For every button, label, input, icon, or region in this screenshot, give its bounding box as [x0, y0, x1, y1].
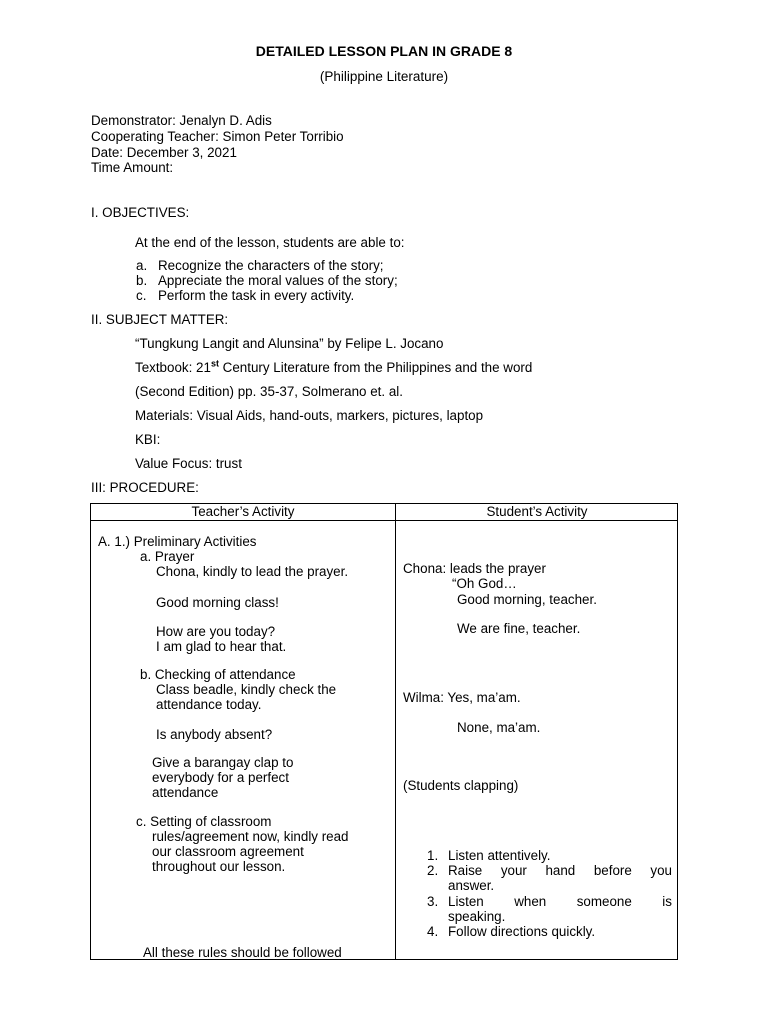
- rule-word: Raise: [448, 863, 483, 878]
- how-are-you: How are you today?: [156, 624, 276, 639]
- setting-label: c. Setting of classroom: [136, 814, 272, 829]
- kbi-line: KBI:: [135, 432, 161, 447]
- rule-word: before: [593, 863, 632, 878]
- glad-to-hear: I am glad to hear that.: [156, 639, 287, 654]
- document-title: DETAILED LESSON PLAN IN GRADE 8: [255, 43, 513, 59]
- chona-response: Chona: leads the prayer: [403, 561, 546, 576]
- fine-response: We are fine, teacher.: [457, 621, 581, 636]
- rule-marker: 2.: [427, 863, 439, 878]
- procedure-heading: III: PROCEDURE:: [91, 480, 199, 495]
- time-amount-line: Time Amount:: [91, 160, 174, 175]
- rule-item-continued: speaking.: [448, 909, 506, 924]
- rule-item-continued: answer.: [448, 878, 495, 893]
- objective-item: Perform the task in every activity.: [158, 288, 355, 303]
- objective-marker: b.: [136, 273, 148, 288]
- objectives-intro: At the end of the lesson, students are able to:: [135, 235, 405, 250]
- rule-word: is: [662, 894, 672, 909]
- rule-word: when: [514, 894, 547, 909]
- rule-marker: 1.: [427, 848, 439, 863]
- rule-marker: 4.: [427, 924, 439, 939]
- clapping-response: (Students clapping): [403, 778, 519, 793]
- edition-line: (Second Edition) pp. 35-37, Solmerano et. al.: [135, 384, 403, 399]
- clap-instruction: Give a barangay clap to: [152, 755, 294, 770]
- good-morning-response: Good morning, teacher.: [457, 592, 597, 607]
- objective-marker: a.: [136, 258, 148, 273]
- story-title: “Tungkung Langit and Alunsina” by Felipe L. Jocano: [135, 336, 444, 351]
- prayer-label: a. Prayer: [140, 549, 195, 564]
- wilma-response: Wilma: Yes, ma’am.: [403, 690, 521, 705]
- materials-line: Materials: Visual Aids, hand-outs, markers, pictures, laptop: [135, 408, 484, 423]
- rule-item: [448, 863, 672, 878]
- greeting: Good morning class!: [156, 595, 279, 610]
- demonstrator-line: Demonstrator: Jenalyn D. Adis: [91, 113, 272, 128]
- preliminary-activities: A. 1.) Preliminary Activities: [98, 534, 257, 549]
- objective-item: Appreciate the moral values of the story;: [158, 273, 398, 288]
- rule-word: someone: [576, 894, 632, 909]
- none-response: None, ma’am.: [457, 720, 541, 735]
- clap-instruction: everybody for a perfect: [152, 770, 289, 785]
- rule-word: Listen: [448, 894, 484, 909]
- textbook-superscript: st: [210, 358, 219, 369]
- textbook-line: [135, 360, 532, 375]
- cooperating-teacher-line: Cooperating Teacher: Simon Peter Torribio: [91, 129, 344, 144]
- textbook-prefix: Textbook: 21: [135, 360, 211, 375]
- objective-item: Recognize the characters of the story;: [158, 258, 384, 273]
- setting-instruction: throughout our lesson.: [152, 859, 286, 874]
- date-line: Date: December 3, 2021: [91, 145, 237, 160]
- objectives-heading: I. OBJECTIVES:: [91, 205, 190, 220]
- student-activity-header: Student’s Activity: [396, 504, 678, 521]
- procedure-table: [90, 503, 678, 960]
- rules-followed: All these rules should be followed: [143, 945, 342, 960]
- prayer-instruction: Chona, kindly to lead the prayer.: [156, 564, 349, 579]
- rule-word: your: [500, 863, 527, 878]
- document-subtitle: (Philippine Literature): [319, 69, 449, 84]
- column-divider: [395, 504, 396, 959]
- rule-item: Follow directions quickly.: [448, 924, 596, 939]
- subject-matter-heading: II. SUBJECT MATTER:: [91, 312, 229, 327]
- attendance-label: b. Checking of attendance: [140, 667, 296, 682]
- objective-marker: c.: [136, 288, 147, 303]
- absent-question: Is anybody absent?: [156, 727, 273, 742]
- rule-item: [448, 894, 672, 909]
- textbook-suffix: Century Literature from the Philippines and the word: [218, 360, 533, 375]
- rule-word: hand: [545, 863, 576, 878]
- prayer-text: “Oh God…: [452, 576, 517, 591]
- attendance-instruction: attendance today.: [156, 697, 262, 712]
- rule-item: Listen attentively.: [448, 848, 551, 863]
- clap-instruction: attendance: [152, 785, 219, 800]
- attendance-instruction: Class beadle, kindly check the: [156, 682, 337, 697]
- rule-word: you: [650, 863, 672, 878]
- teacher-activity-header: Teacher’s Activity: [91, 504, 395, 521]
- rule-marker: 3.: [427, 894, 439, 909]
- setting-instruction: our classroom agreement: [152, 844, 304, 859]
- setting-instruction: rules/agreement now, kindly read: [152, 829, 349, 844]
- value-focus-line: Value Focus: trust: [135, 456, 242, 471]
